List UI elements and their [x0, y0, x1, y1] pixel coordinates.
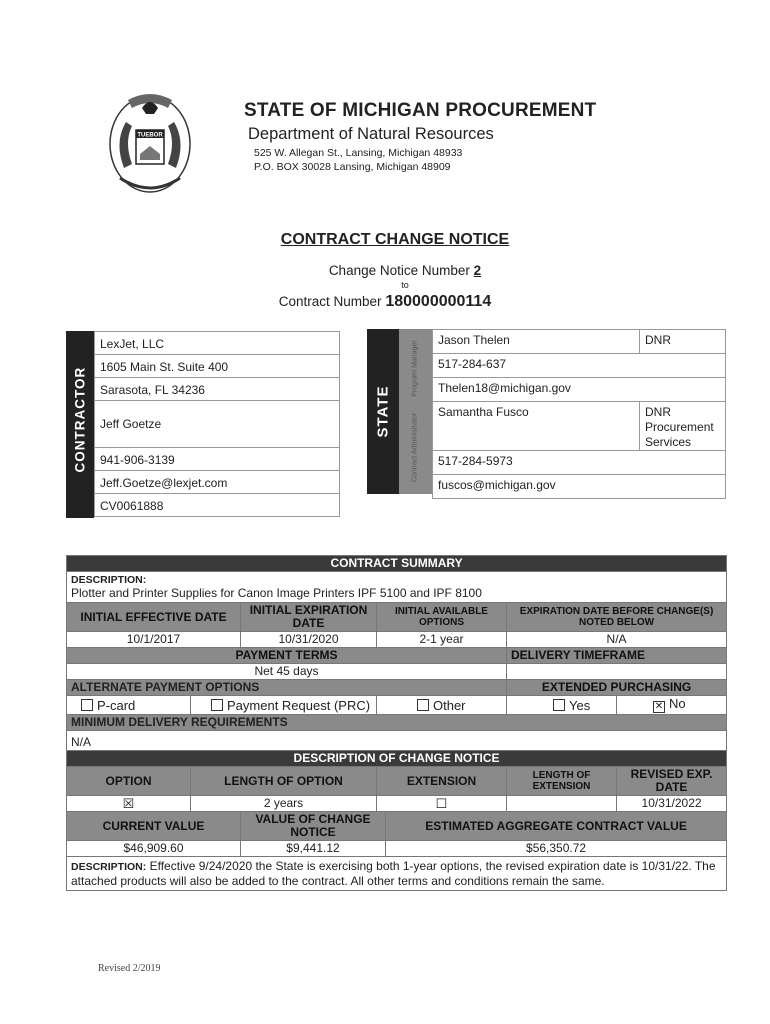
contractor-label: CONTRACTOR	[72, 366, 88, 473]
contract-number-line	[0, 293, 770, 311]
min-delivery-value: N/A	[67, 731, 727, 751]
length-extension-value	[507, 796, 617, 812]
estimated-value: $56,350.72	[386, 841, 727, 857]
contractor-contact: Jeff Goetze	[95, 401, 340, 448]
state-label-bar	[367, 329, 399, 494]
revised-exp-header: REVISED EXP. DATE	[617, 767, 727, 796]
header-title: STATE OF MICHIGAN PROCUREMENT	[244, 100, 597, 121]
contract-admin-email: fuscos@michigan.gov	[433, 475, 726, 499]
value-change: $9,441.12	[241, 841, 386, 857]
description-text: Plotter and Printer Supplies for Canon Image Printers IPF 5100 and IPF 8100	[71, 586, 482, 600]
delivery-timeframe-header: DELIVERY TIMEFRAME	[507, 648, 727, 664]
payment-terms-value: Net 45 days	[67, 664, 507, 680]
pcard-label: P-card	[97, 697, 136, 713]
no-label: No	[669, 696, 686, 711]
contractor-label-bar	[66, 331, 94, 518]
contractor-email: Jeff.Goetze@lexjet.com	[95, 471, 340, 494]
state-seal-image	[98, 82, 202, 200]
value-change-header: VALUE OF CHANGE NOTICE	[241, 812, 386, 841]
header-department: Department of Natural Resources	[248, 125, 494, 143]
contract-admin-phone: 517-284-5973	[433, 451, 726, 475]
header-address-2: P.O. BOX 30028 Lansing, Michigan 48909	[254, 161, 451, 173]
revised-exp-value: 10/31/2022	[617, 796, 727, 812]
prc-option[interactable]	[191, 696, 377, 715]
change-notice-number: 2	[473, 263, 482, 278]
contract-number-label: Contract Number	[278, 294, 382, 309]
final-description-label: DESCRIPTION:	[71, 861, 147, 873]
contract-summary	[66, 555, 726, 891]
estimated-value-header: ESTIMATED AGGREGATE CONTRACT VALUE	[386, 812, 727, 841]
summary-title: CONTRACT SUMMARY	[67, 556, 727, 572]
contract-admin-agency: DNR Procurement Services	[640, 402, 726, 451]
contractor-table	[94, 331, 340, 517]
state-label: STATE	[374, 385, 392, 438]
change-notice-title: DESCRIPTION OF CHANGE NOTICE	[67, 751, 727, 767]
length-option-value: 2 years	[191, 796, 377, 812]
min-delivery-header: MINIMUM DELIVERY REQUIREMENTS	[67, 715, 727, 731]
contract-admin-name: Samantha Fusco	[433, 402, 640, 451]
yes-label: Yes	[569, 697, 591, 713]
initial-options-value: 2-1 year	[377, 632, 507, 648]
expiration-before-header: EXPIRATION DATE BEFORE CHANGE(S) NOTED BELOW	[507, 603, 727, 632]
extended-purchasing-header: EXTENDED PURCHASING	[507, 680, 727, 696]
other-checkbox[interactable]	[417, 699, 429, 711]
no-option[interactable]	[617, 696, 727, 715]
delivery-timeframe-value	[507, 664, 727, 680]
change-notice-label: Change Notice Number	[328, 263, 470, 278]
initial-options-header: INITIAL AVAILABLE OPTIONS	[377, 603, 507, 632]
extension-checkbox[interactable]: ☐	[377, 796, 507, 812]
contract-admin-label: Contract Administrator	[411, 412, 419, 483]
yes-option[interactable]	[507, 696, 617, 715]
contractor-phone: 941-906-3139	[95, 448, 340, 471]
pcard-checkbox[interactable]	[81, 699, 93, 711]
contractor-name: LexJet, LLC	[95, 332, 340, 355]
other-label: Other	[433, 697, 466, 713]
initial-effective-header: INITIAL EFFECTIVE DATE	[67, 603, 241, 632]
to-label: to	[401, 280, 409, 290]
program-manager-name: Jason Thelen	[433, 330, 640, 354]
current-value-header: CURRENT VALUE	[67, 812, 241, 841]
current-value: $46,909.60	[67, 841, 241, 857]
contractor-vendor-id: CV0061888	[95, 494, 340, 517]
final-description-text: Effective 9/24/2020 the State is exercising both 1-year options, the revised expiration date is 10/31/22. The attached products will also be added to the contract. All other terms and conditions remain the same.	[71, 859, 716, 888]
program-manager-phone: 517-284-637	[433, 354, 726, 378]
length-extension-header: LENGTH OF EXTENSION	[507, 767, 617, 796]
initial-expiration-header: INITIAL EXPIRATION DATE	[241, 603, 377, 632]
option-header: OPTION	[67, 767, 191, 796]
extension-header: EXTENSION	[377, 767, 507, 796]
state-role-column	[399, 329, 432, 494]
program-manager-email: Thelen18@michigan.gov	[433, 378, 726, 402]
payment-terms-header: PAYMENT TERMS	[67, 648, 507, 664]
initial-effective-date: 10/1/2017	[67, 632, 241, 648]
contractor-street: 1605 Main St. Suite 400	[95, 355, 340, 378]
prc-label: Payment Request (PRC)	[227, 697, 371, 713]
seal-motto: TUEBOR	[137, 132, 163, 139]
alternate-payment-header: ALTERNATE PAYMENT OPTIONS	[67, 680, 507, 696]
option-checkbox[interactable]: ☒	[67, 796, 191, 812]
contract-number: 180000000114	[385, 293, 492, 310]
program-manager-agency: DNR	[640, 330, 726, 354]
no-checkbox-checked[interactable]: ✕	[654, 701, 664, 712]
notice-title-wrap	[0, 231, 770, 249]
notice-title: CONTRACT CHANGE NOTICE	[280, 231, 510, 248]
program-manager-label: Program Manager	[411, 340, 419, 397]
prc-checkbox[interactable]	[211, 699, 223, 711]
header-address-1: 525 W. Allegan St., Lansing, Michigan 48933	[254, 147, 463, 159]
expiration-before-value: N/A	[507, 632, 727, 648]
change-notice-line	[0, 263, 770, 278]
initial-expiration-date: 10/31/2020	[241, 632, 377, 648]
other-option[interactable]	[377, 696, 507, 715]
pcard-option[interactable]	[67, 696, 191, 715]
contractor-city: Sarasota, FL 34236	[95, 378, 340, 401]
yes-checkbox[interactable]	[553, 699, 565, 711]
description-label: DESCRIPTION:	[71, 574, 147, 586]
state-table	[432, 329, 726, 499]
length-option-header: LENGTH OF OPTION	[191, 767, 377, 796]
revised-footer: Revised 2/2019	[98, 963, 161, 974]
